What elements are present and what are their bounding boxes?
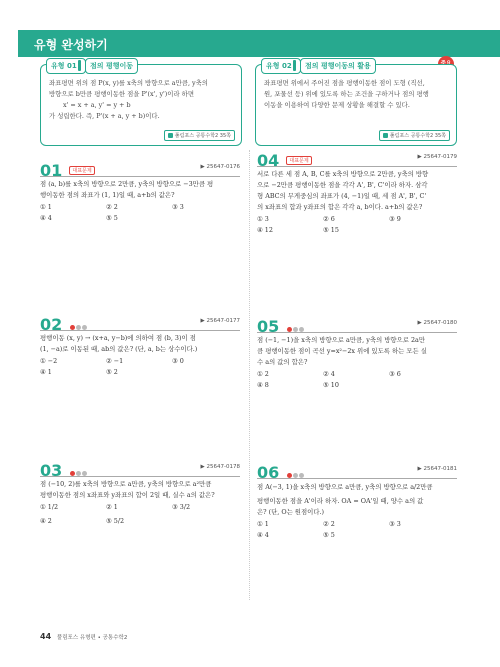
difficulty-dot (293, 473, 298, 478)
choice-1[interactable]: ① 1 (257, 520, 269, 528)
problem-header (40, 460, 240, 480)
choices (40, 357, 240, 379)
problem-header (40, 160, 240, 180)
problem-line: 행이동한 점의 좌표가 (1, 1)일 때, a+b의 값은? (40, 191, 175, 199)
reference-note (379, 130, 450, 141)
choices (40, 203, 240, 225)
type-card-title: 점의 평행이동의 활용 (300, 58, 376, 74)
problem-line: 점 (a, b)를 x축의 방향으로 2만큼, y축의 방향으로 −3만큼 평 (40, 180, 214, 188)
problem-number: 05 (257, 316, 280, 336)
tab-separator (78, 60, 81, 71)
choice-3[interactable]: ③ 6 (389, 370, 401, 378)
problem-text (40, 179, 240, 201)
problem-tag: 대표문제 (286, 156, 311, 165)
difficulty-dot (299, 473, 304, 478)
problem-line: 점 (−1, −1)을 x축의 방향으로 a만큼, y축의 방향으로 2a만 (257, 336, 425, 344)
problem-03 (40, 460, 240, 531)
difficulty-dot (76, 325, 81, 330)
type-card-title: 점의 평행이동 (85, 58, 138, 74)
problem-number: 04 (257, 150, 280, 170)
choice-4[interactable]: ④ 2 (40, 517, 52, 525)
problem-code: ▶ 25647-0179 (417, 154, 457, 160)
problem-line: 형 ABC의 무게중심의 좌표가 (4, −1)일 때, 세 점 A', B', C' (257, 192, 427, 200)
choice-5[interactable]: ⑤ 5/2 (106, 517, 125, 525)
choice-2[interactable]: ② 2 (106, 203, 118, 211)
choice-2[interactable]: ② 4 (323, 370, 335, 378)
page-number: 44 (40, 632, 52, 641)
section-title: 유형 완성하기 (34, 38, 108, 52)
choice-5[interactable]: ⑤ 5 (323, 531, 335, 539)
type-card-body (264, 78, 448, 111)
difficulty-dots (287, 463, 305, 482)
problem-number: 06 (257, 462, 280, 482)
problem-number: 03 (40, 460, 63, 480)
problem-code: ▶ 25647-0177 (200, 318, 240, 324)
choice-5[interactable]: ⑤ 10 (323, 381, 339, 389)
choice-3[interactable]: ③ 0 (172, 357, 184, 365)
card-line: 원, 포물선 등) 위에 있도록 하는 조건을 구하거나 점의 평행 (264, 90, 429, 98)
problem-line: 의 x좌표의 합과 y좌표의 합은 각각 a, b이다. a+b의 값은? (257, 203, 423, 211)
problem-06 (257, 462, 457, 542)
problem-line: 평행이동한 점을 A'이라 하자. OA = OA'일 때, 양수 a의 값 (257, 497, 424, 505)
problem-line: 수 a의 값의 합은? (257, 358, 308, 366)
problem-line: 점 (−10, 2)를 x축의 방향으로 a만큼, y축의 방향으로 a²만큼 (40, 480, 212, 488)
book-icon (168, 133, 173, 138)
problem-04 (257, 150, 457, 237)
problem-line: 평행이동 (x, y) → (x+a, y−b)에 의하여 점 (b, 3)이 점 (40, 334, 196, 342)
section-header (18, 30, 500, 57)
type-card-body (49, 78, 233, 122)
problem-line: 점 A(−3, 1)을 x축의 방향으로 a만큼, y축의 방향으로 a/2만큼 (257, 483, 433, 491)
choice-2[interactable]: ② −1 (106, 357, 124, 365)
choice-2[interactable]: ② 6 (323, 215, 335, 223)
difficulty-dot (287, 473, 292, 478)
card-line: 좌표평면 위에서 주어진 점을 평행이동한 점이 도형 (직선, (264, 79, 425, 87)
problem-header (257, 316, 457, 336)
problem-code: ▶ 25647-0176 (200, 164, 240, 170)
problem-05 (257, 316, 457, 392)
choice-1[interactable]: ① 2 (257, 370, 269, 378)
choices (257, 520, 457, 542)
reference-text: 풀림포스 공통수학2 35쪽 (389, 133, 446, 139)
choice-3[interactable]: ③ 3 (172, 203, 184, 211)
difficulty-dot (293, 327, 298, 332)
problem-text (40, 333, 240, 355)
problem-text (40, 479, 240, 501)
book-title: 풀림포스 유형편 • 공통수학2 (56, 635, 128, 641)
problem-code: ▶ 25647-0180 (417, 320, 457, 326)
problem-line: 서로 다른 세 점 A, B, C를 x축의 방향으로 2만큼, y축의 방향 (257, 170, 429, 178)
problem-code: ▶ 25647-0181 (417, 466, 457, 472)
difficulty-dot (76, 471, 81, 476)
problem-header (257, 462, 457, 482)
choice-4[interactable]: ④ 1 (40, 368, 52, 376)
difficulty-dot (82, 471, 87, 476)
tab-separator (293, 60, 296, 71)
problem-02 (40, 314, 240, 379)
card-line: 방향으로 b만큼 평행이동한 점을 P'(x', y')이라 하면 (49, 90, 195, 98)
choice-4[interactable]: ④ 8 (257, 381, 269, 389)
choice-4[interactable]: ④ 4 (40, 214, 52, 222)
type-card-number: 유형 01 (46, 58, 86, 74)
choice-1[interactable]: ① 1 (40, 203, 52, 211)
difficulty-dots (70, 315, 88, 334)
problem-header (257, 150, 457, 170)
type-card-01 (40, 64, 242, 146)
choices (40, 503, 240, 531)
choice-5[interactable]: ⑤ 5 (106, 214, 118, 222)
problem-code: ▶ 25647-0178 (200, 464, 240, 470)
problem-number: 01 (40, 160, 63, 180)
problem-text (257, 169, 457, 213)
problem-line: 큼 평행이동한 점이 곡선 y=x²−2x 위에 있도록 하는 모든 실 (257, 347, 427, 355)
reference-text: 풀림포스 공통수학2 35쪽 (174, 133, 231, 139)
choice-2[interactable]: ② 2 (323, 520, 335, 528)
problem-header (40, 314, 240, 334)
problem-text (257, 335, 457, 368)
problem-01 (40, 160, 240, 225)
choice-1[interactable]: ① 3 (257, 215, 269, 223)
choice-4[interactable]: ④ 12 (257, 226, 273, 234)
choice-2[interactable]: ② 1 (106, 503, 118, 511)
problem-number: 02 (40, 314, 63, 334)
problem-line: (1, −a)로 이동된 때, ab의 값은? (단, a, b는 상수이다.) (40, 345, 198, 353)
problem-line: 으로 −2만큼 평행이동한 점을 각각 A', B', C'이라 하자. 삼각 (257, 181, 428, 189)
column-divider (249, 150, 250, 600)
choice-3[interactable]: ③ 9 (389, 215, 401, 223)
choice-1[interactable]: ① 1/2 (40, 503, 59, 511)
reference-note (164, 130, 235, 141)
book-icon (383, 133, 388, 138)
difficulty-dot (82, 325, 87, 330)
top-margin (0, 0, 500, 30)
problem-line: 평행이동한 점의 x좌표와 y좌표의 합이 2일 때, 실수 a의 값은? (40, 491, 215, 499)
choice-1[interactable]: ① −2 (40, 357, 58, 365)
problem-text (257, 482, 457, 518)
choice-3[interactable]: ③ 3 (389, 520, 401, 528)
problem-line: 은? (단, O는 원점이다.) (257, 508, 325, 516)
difficulty-dots (287, 317, 305, 336)
type-card-02 (255, 64, 457, 146)
page-footer (40, 632, 127, 641)
difficulty-dot (70, 325, 75, 330)
choice-3[interactable]: ③ 3/2 (172, 503, 191, 511)
difficulty-dot (287, 327, 292, 332)
card-formula: x' = x + a, y' = y + b (63, 101, 131, 109)
choices (257, 215, 457, 237)
problem-tag: 대표문제 (69, 166, 94, 175)
choice-5[interactable]: ⑤ 15 (323, 226, 339, 234)
difficulty-dots (70, 461, 88, 480)
choice-4[interactable]: ④ 4 (257, 531, 269, 539)
choices (257, 370, 457, 392)
difficulty-dot (299, 327, 304, 332)
card-line: 이동을 이용하여 다양한 문제 상황을 해결할 수 있다. (264, 101, 410, 109)
type-card-number: 유형 02 (261, 58, 301, 74)
choice-5[interactable]: ⑤ 2 (106, 368, 118, 376)
card-line: 좌표평면 위의 점 P(x, y)를 x축의 방향으로 a만큼, y축의 (49, 79, 208, 87)
card-line: 가 성립한다. 즉, P'(x + a, y + b)이다. (49, 112, 160, 120)
difficulty-dot (70, 471, 75, 476)
